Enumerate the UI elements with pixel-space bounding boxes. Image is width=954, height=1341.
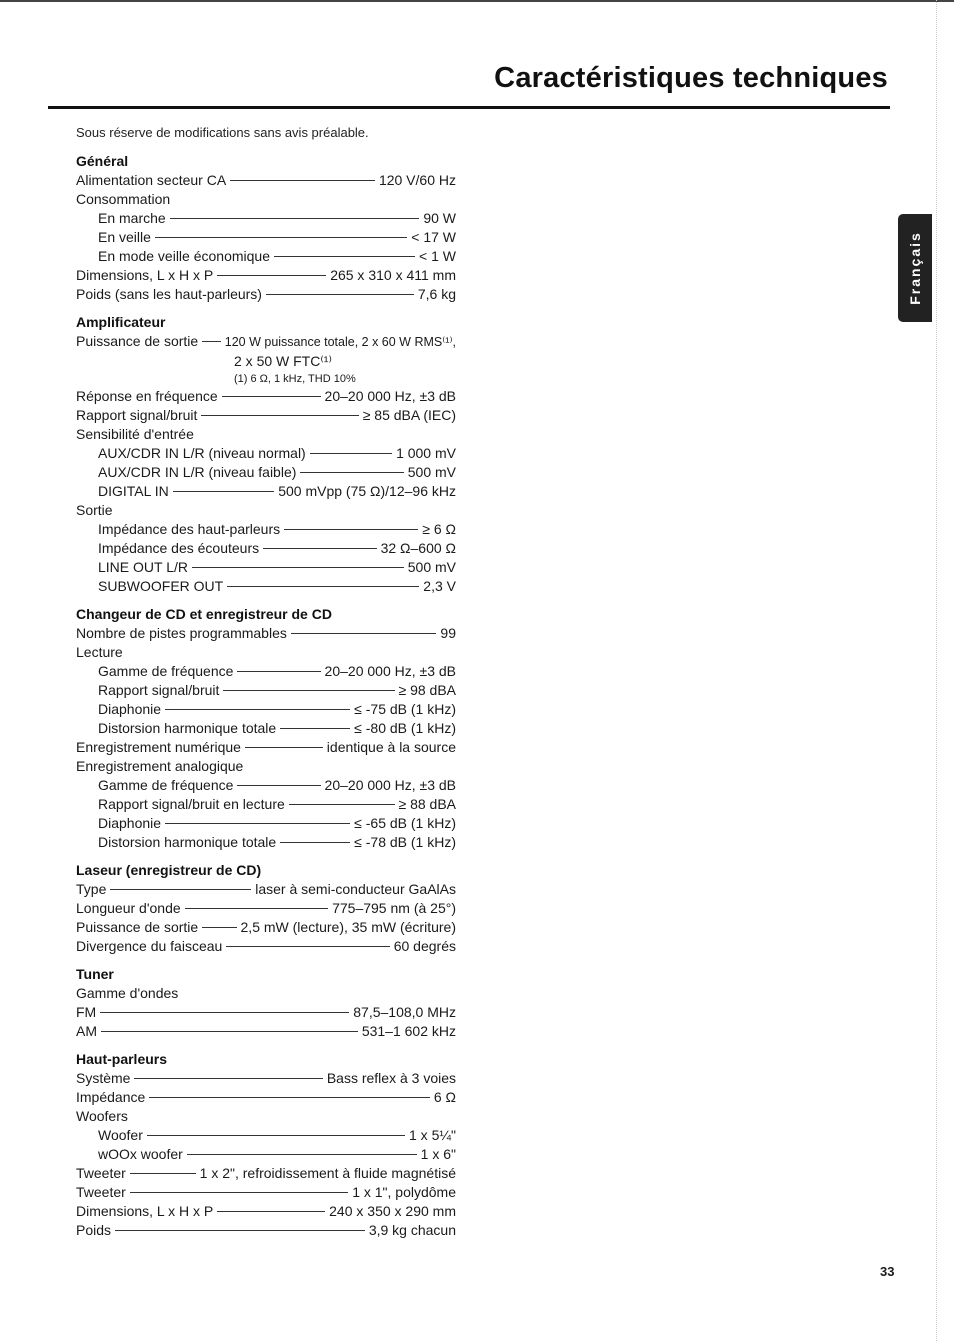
spec-label: Poids (sans les haut-parleurs) — [76, 286, 262, 302]
spec-label: AUX/CDR IN L/R (niveau faible) — [98, 464, 297, 480]
spec-label: Enregistrement numérique — [76, 739, 241, 755]
spec-value: laser à semi-conducteur GaAlAs — [255, 881, 456, 897]
spec-row — [76, 1221, 456, 1240]
footnote: (1) 6 Ω, 1 kHz, THD 10% — [234, 373, 356, 385]
spec-row — [76, 700, 456, 719]
spec-value: ≤ -78 dB (1 kHz) — [354, 834, 456, 850]
leader-line — [130, 1173, 196, 1174]
leader-line — [165, 823, 350, 824]
spec-value: 120 W puissance totale, 2 x 60 W RMS⁽¹⁾, — [224, 335, 456, 349]
spec-value: 500 mV — [407, 464, 456, 480]
spec-label: Alimentation secteur CA — [76, 172, 227, 188]
spec-label: Nombre de pistes programmables — [76, 625, 287, 641]
leader-line — [165, 709, 350, 710]
spec-label: AUX/CDR IN L/R (niveau normal) — [98, 445, 306, 461]
spec-value: 1 x 2", refroidissement à fluide magnétisé — [199, 1165, 456, 1181]
leader-line — [237, 671, 320, 672]
leader-line — [155, 237, 407, 238]
leader-line — [100, 1012, 349, 1013]
leader-line — [274, 256, 415, 257]
leader-line — [217, 1211, 325, 1212]
spec-label: Distorsion harmonique totale — [98, 834, 277, 850]
spec-label: Poids — [76, 1222, 112, 1238]
spec-value: 240 x 350 x 290 mm — [329, 1203, 456, 1219]
spec-label: Rapport signal/bruit en lecture — [98, 796, 285, 812]
spec-row — [76, 1183, 456, 1202]
leader-line — [284, 529, 418, 530]
spec-label: Rapport signal/bruit — [76, 407, 198, 423]
spec-value: 20–20 000 Hz, ±3 dB — [324, 663, 456, 679]
top-rule — [0, 0, 954, 2]
spec-value: 3,9 kg chacun — [368, 1222, 456, 1238]
leader-line — [266, 294, 414, 295]
leader-line — [237, 785, 320, 786]
spec-row — [76, 387, 456, 406]
spec-row — [76, 1126, 456, 1145]
spec-row — [76, 285, 456, 304]
section-title: Général — [76, 153, 129, 169]
spec-value: ≤ -75 dB (1 kHz) — [354, 701, 456, 717]
spec-label: Gamme de fréquence — [98, 777, 234, 793]
spec-label: Distorsion harmonique totale — [98, 720, 277, 736]
spec-row — [76, 1069, 456, 1088]
spec-row — [76, 937, 456, 956]
spec-row — [76, 1145, 456, 1164]
leader-line — [173, 491, 274, 492]
leader-line — [227, 586, 419, 587]
spec-row — [76, 1202, 456, 1221]
leader-line — [291, 633, 437, 634]
leader-line — [149, 1097, 430, 1098]
spec-label: Diaphonie — [98, 815, 162, 831]
spec-value: 531–1 602 kHz — [361, 1023, 456, 1039]
spec-value: 500 mV — [407, 559, 456, 575]
leader-line — [115, 1230, 365, 1231]
language-tab — [898, 214, 932, 322]
spec-row — [76, 918, 456, 937]
spec-label: Dimensions, L x H x P — [76, 267, 214, 283]
spec-label: Rapport signal/bruit — [98, 682, 220, 698]
spec-value: 87,5–108,0 MHz — [353, 1004, 456, 1020]
spec-value: 1 x 6" — [420, 1146, 456, 1162]
spec-row — [76, 171, 456, 190]
spec-value: ≥ 98 dBA — [398, 682, 456, 698]
spec-label: En marche — [98, 210, 166, 226]
spec-value: 2,3 V — [423, 578, 456, 594]
spec-row — [76, 681, 456, 700]
spec-label: Système — [76, 1070, 131, 1086]
page-number: 33 — [880, 1264, 895, 1279]
spec-content — [76, 120, 456, 1249]
spec-row — [76, 833, 456, 852]
spec-row — [76, 814, 456, 833]
leader-line — [192, 567, 404, 568]
leader-line — [202, 341, 221, 342]
spec-group-label: Woofers — [76, 1108, 128, 1124]
spec-value: 60 degrés — [393, 938, 456, 954]
spec-row — [76, 266, 456, 285]
spec-label: LINE OUT L/R — [98, 559, 188, 575]
section-title: Tuner — [76, 966, 114, 982]
spec-row — [76, 332, 456, 352]
spec-value: 2,5 mW (lecture), 35 mW (écriture) — [240, 919, 456, 935]
spec-row — [76, 482, 456, 501]
spec-row — [76, 209, 456, 228]
spec-value: 90 W — [423, 210, 456, 226]
section-general — [76, 152, 456, 304]
spec-row — [76, 406, 456, 425]
language-tab-label: Français — [907, 231, 923, 305]
spec-row — [76, 1022, 456, 1041]
spec-row — [76, 719, 456, 738]
page-edge — [936, 0, 938, 1341]
spec-row — [76, 520, 456, 539]
spec-value: ≤ -65 dB (1 kHz) — [354, 815, 456, 831]
spec-group-label: Sortie — [76, 502, 113, 518]
leader-line — [185, 908, 328, 909]
spec-label: Impédance des haut-parleurs — [98, 521, 281, 537]
section-haut-parleurs — [76, 1050, 456, 1240]
spec-row — [76, 444, 456, 463]
spec-value: 775–795 nm (à 25°) — [332, 900, 456, 916]
spec-value: 1 x 5¼" — [409, 1127, 456, 1143]
leader-line — [101, 1031, 358, 1032]
spec-row — [76, 463, 456, 482]
spec-label: Type — [76, 881, 107, 897]
spec-row — [76, 776, 456, 795]
spec-group-label: Lecture — [76, 644, 123, 660]
spec-label: Dimensions, L x H x P — [76, 1203, 214, 1219]
spec-label: DIGITAL IN — [98, 483, 169, 499]
spec-row — [76, 738, 456, 757]
spec-value: ≥ 85 dBA (IEC) — [362, 407, 456, 423]
section-title: Changeur de CD et enregistreur de CD — [76, 606, 332, 622]
spec-row — [76, 899, 456, 918]
spec-value: < 1 W — [419, 248, 456, 264]
spec-group-label: Enregistrement analogique — [76, 758, 244, 774]
spec-group-label: Gamme d'ondes — [76, 985, 179, 1001]
leader-line — [223, 690, 394, 691]
spec-row — [76, 880, 456, 899]
spec-value: < 17 W — [411, 229, 456, 245]
spec-value: 20–20 000 Hz, ±3 dB — [324, 777, 456, 793]
spec-row — [76, 662, 456, 681]
spec-row — [76, 795, 456, 814]
spec-label: Réponse en fréquence — [76, 388, 218, 404]
spec-value-continued: 2 x 50 W FTC⁽¹⁾ — [234, 353, 332, 369]
spec-row — [76, 539, 456, 558]
spec-label: Longueur d'onde — [76, 900, 181, 916]
spec-label: FM — [76, 1004, 97, 1020]
spec-value: ≥ 6 Ω — [422, 521, 456, 537]
spec-label: Puissance de sortie — [76, 919, 199, 935]
page-title: Caractéristiques techniques — [494, 62, 888, 94]
spec-label: Gamme de fréquence — [98, 663, 234, 679]
section-changeur — [76, 605, 456, 852]
section-laseur — [76, 861, 456, 956]
spec-value: ≤ -80 dB (1 kHz) — [354, 720, 456, 736]
spec-value: 265 x 310 x 411 mm — [330, 267, 456, 283]
spec-label: Diaphonie — [98, 701, 162, 717]
spec-label: AM — [76, 1023, 97, 1039]
spec-value: identique à la source — [326, 739, 456, 755]
spec-value: 32 Ω–600 Ω — [380, 540, 456, 556]
section-title: Amplificateur — [76, 314, 166, 330]
leader-line — [226, 946, 389, 947]
leader-line — [263, 548, 376, 549]
leader-line — [245, 747, 323, 748]
leader-line — [280, 842, 350, 843]
leader-line — [289, 804, 395, 805]
leader-line — [134, 1078, 322, 1079]
spec-row — [76, 577, 456, 596]
leader-line — [280, 728, 350, 729]
spec-label: En veille — [98, 229, 151, 245]
intro-text: Sous réserve de modifications sans avis préalable. — [76, 125, 369, 140]
spec-label: Tweeter — [76, 1184, 126, 1200]
section-tuner — [76, 965, 456, 1041]
spec-row — [76, 1003, 456, 1022]
spec-value: ≥ 88 dBA — [398, 796, 456, 812]
leader-line — [222, 396, 321, 397]
leader-line — [187, 1154, 417, 1155]
spec-value: 7,6 kg — [417, 286, 456, 302]
spec-label: wOOx woofer — [98, 1146, 183, 1162]
leader-line — [147, 1135, 405, 1136]
spec-label: En mode veille économique — [98, 248, 270, 264]
spec-value: 500 mVpp (75 Ω)/12–96 kHz — [278, 483, 456, 499]
spec-value: Bass reflex à 3 voies — [326, 1070, 456, 1086]
spec-label: Impédance des écouteurs — [98, 540, 260, 556]
spec-label: SUBWOOFER OUT — [98, 578, 224, 594]
spec-value: 99 — [440, 625, 456, 641]
spec-row — [76, 228, 456, 247]
leader-line — [201, 415, 358, 416]
leader-line — [202, 927, 236, 928]
spec-group-label: Consommation — [76, 191, 171, 207]
spec-label: Puissance de sortie — [76, 333, 199, 349]
spec-row — [76, 1088, 456, 1107]
section-title: Haut-parleurs — [76, 1051, 168, 1067]
spec-value: 120 V/60 Hz — [378, 172, 456, 188]
spec-value: 6 Ω — [433, 1089, 456, 1105]
leader-line — [230, 180, 375, 181]
spec-label: Divergence du faisceau — [76, 938, 223, 954]
leader-line — [110, 889, 251, 890]
section-title: Laseur (enregistreur de CD) — [76, 862, 262, 878]
spec-row — [76, 247, 456, 266]
leader-line — [170, 218, 420, 219]
spec-label: Woofer — [98, 1127, 143, 1143]
leader-line — [310, 453, 392, 454]
leader-line — [217, 275, 326, 276]
spec-value: 20–20 000 Hz, ±3 dB — [324, 388, 456, 404]
spec-group-label: Sensibilité d'entrée — [76, 426, 194, 442]
section-amplificateur — [76, 313, 456, 596]
title-rule — [48, 106, 890, 109]
leader-line — [300, 472, 403, 473]
spec-row — [76, 1164, 456, 1183]
spec-value: 1 000 mV — [396, 445, 456, 461]
spec-label: Tweeter — [76, 1165, 126, 1181]
spec-row — [76, 558, 456, 577]
leader-line — [130, 1192, 348, 1193]
spec-value: 1 x 1", polydôme — [352, 1184, 456, 1200]
spec-row — [76, 624, 456, 643]
spec-label: Impédance — [76, 1089, 146, 1105]
